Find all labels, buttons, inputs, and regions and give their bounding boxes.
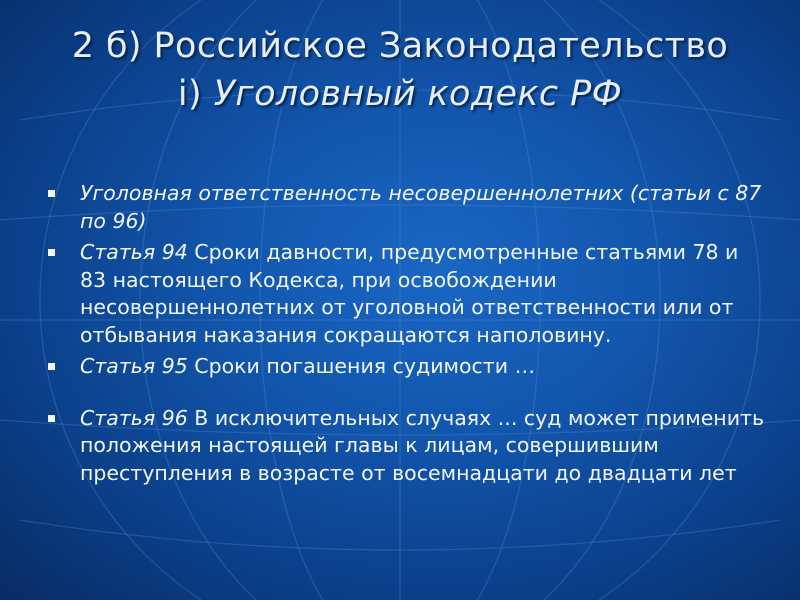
bullet-list: [48, 180, 768, 491]
list-item-italic: Уголовная ответственность несовершеннолетних (статьи с 87 по 96): [80, 181, 762, 233]
list-item-text: Сроки погашения судимости …: [187, 354, 536, 378]
list-item-italic: Статья 95: [80, 354, 188, 378]
list-item-text: В исключительных случаях ... суд может применить положения настоящей главы к лицам, совершившим преступления в возрасте от восемнадцати до двадцати лет: [80, 405, 765, 485]
slide-title: [0, 22, 800, 118]
bullet-square-icon: [48, 190, 55, 197]
list-item: [48, 239, 768, 349]
list-item: [48, 180, 768, 235]
title-line-2: [0, 70, 800, 118]
title-line-1: 2 б) Российское Законодательство: [71, 26, 729, 66]
title-line-2-prefix: i): [177, 74, 203, 114]
list-item: [48, 353, 768, 381]
title-line-2-text: Уголовный кодекс РФ: [213, 74, 623, 114]
list-item: [48, 405, 768, 488]
bullet-square-icon: [48, 363, 55, 370]
bullet-square-icon: [48, 249, 55, 256]
bullet-square-icon: [48, 415, 55, 422]
list-item-text: Сроки давности, предусмотренные статьями 78 и 83 настоящего Кодекса, при освобождении несовершеннолетних от уголовной ответственности или от отбывания наказания сокращаются наполовину.: [80, 240, 739, 347]
list-item-italic: Статья 94: [80, 240, 188, 264]
list-item-italic: Статья 96: [80, 405, 188, 430]
